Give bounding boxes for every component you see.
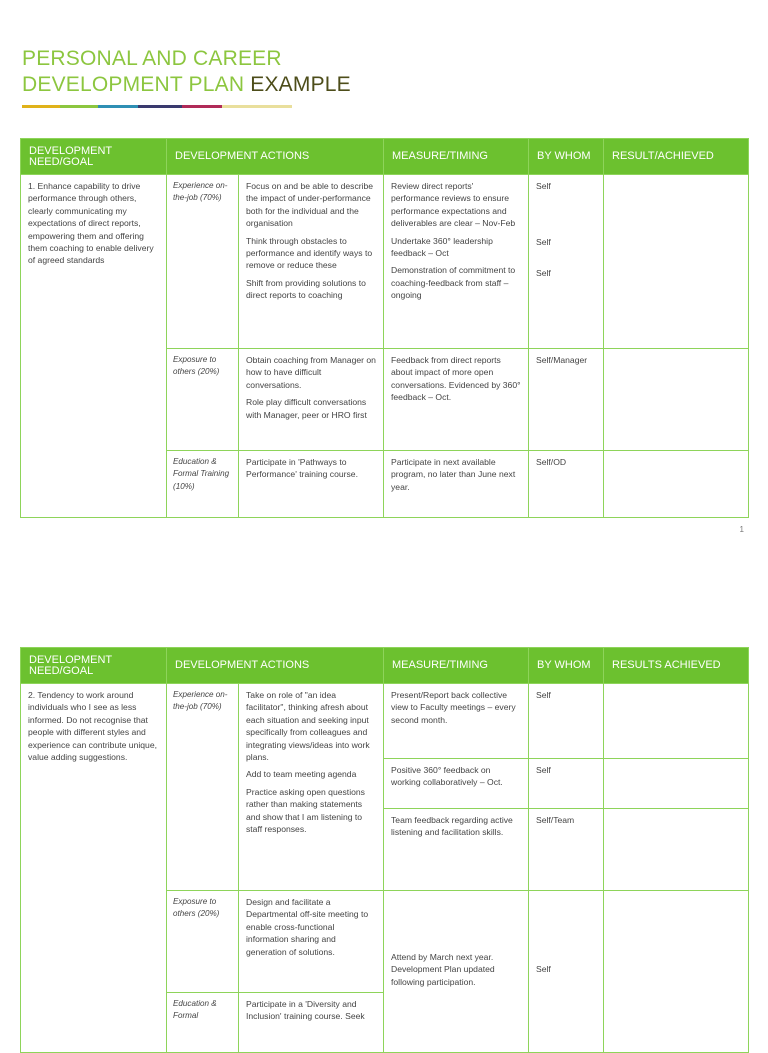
action-item: Participate in 'Pathways to Performance' training course. [246,457,358,480]
by-whom-cell [529,809,604,891]
goal-text: 1. Enhance capability to drive performance through others, clearly communicating my expectations of direct reports, empowering them and offering them coaching to enable delivery of agreed standards [28,181,154,266]
title-emphasis: EXAMPLE [250,73,351,96]
measure-cell [384,759,529,809]
category-cell: Exposure to others (20%) [167,349,239,451]
result-cell [604,684,749,759]
by-whom-cell [529,175,604,349]
page-title [22,46,351,98]
by-whom-item: Self [536,267,551,278]
category-cell: Experience on-the-job (70%) [167,175,239,349]
by-whom-item: Self/OD [536,457,567,467]
measure-item: Feedback from direct reports about impact of more open conversations. Evidenced by 360° feedback – Oct. [391,355,521,403]
table-header-row [21,648,749,684]
by-whom-cell [529,451,604,518]
rule-segment [222,105,292,108]
measure-item: Attend by March next year. Development Plan updated following participation. [391,951,495,987]
action-item: Focus on and be able to describe the impact of under-performance both for the individual and the organisation [246,181,374,229]
page-number: 1 [739,525,744,534]
by-whom-item: Self [536,765,551,775]
action-item: Participate in a 'Diversity and Inclusion' training course. Seek [246,999,365,1022]
header-by-whom: BY WHOM [529,648,604,684]
header-development-actions: DEVELOPMENT ACTIONS [167,648,384,684]
by-whom-cell [529,759,604,809]
title-line-2-main: DEVELOPMENT PLAN [22,73,245,96]
header-development-actions: DEVELOPMENT ACTIONS [167,139,384,175]
header-result-achieved: RESULT/ACHIEVED [604,139,749,175]
category-cell: Education & Formal Training (10%) [167,451,239,518]
measure-item: Demonstration of commitment to coaching-feedback from staff – ongoing [391,265,516,301]
development-plan-table-1 [20,138,749,518]
action-item: Obtain coaching from Manager on how to have difficult conversations. [246,355,376,390]
result-cell [604,451,749,518]
actions-cell [239,684,384,891]
by-whom-item: Self [536,690,551,700]
actions-cell [239,349,384,451]
actions-cell [239,451,384,518]
measure-item: Positive 360° feedback on working collaboratively – Oct. [391,765,503,788]
measure-item: Participate in next available program, no later than June next year. [391,457,516,492]
rule-segment [182,105,222,108]
action-item: Shift from providing solutions to direct reports to coaching [246,277,366,301]
rule-segment [98,105,138,108]
development-plan-table-2 [20,647,749,1053]
measure-item: Review direct reports' performance reviews to ensure performance expectations and deliverables are clear – Nov-Feb [391,181,516,229]
action-item: Take on role of "an idea facilitator", thinking afresh about each situation and seeking input specifically from colleagues and integrating views/ideas into work plans. [246,690,370,763]
measure-cell [384,684,529,759]
measure-item: Present/Report back collective view to Faculty meetings – every second month. [391,690,516,725]
goal-cell [21,175,167,518]
result-cell [604,175,749,349]
title-line-2 [22,72,351,98]
action-item: Practice asking open questions rather than making statements and show that I am listening to staff responses. [246,786,365,835]
table-header-row [21,139,749,175]
rule-segment [60,105,98,108]
by-whom-item: Self [536,181,551,191]
header-need-goal: DEVELOPMENT NEED/GOAL [21,648,167,684]
color-rule [22,105,292,108]
header-measure-timing: MEASURE/TIMING [384,648,529,684]
measure-item: Undertake 360° leadership feedback – Oct [391,235,493,259]
actions-cell [239,891,384,993]
by-whom-cell [529,684,604,759]
rule-segment [22,105,60,108]
table-row [21,175,749,349]
category-cell: Experience on-the-job (70%) [167,684,239,891]
action-item: Role play difficult conversations with Manager, peer or HRO first [246,397,367,420]
category-cell: Exposure to others (20%) [167,891,239,993]
header-measure-timing: MEASURE/TIMING [384,139,529,175]
rule-segment [138,105,182,108]
actions-cell [239,175,384,349]
by-whom-cell [529,349,604,451]
by-whom-item: Self/Manager [536,355,588,365]
action-item: Design and facilitate a Departmental off-site meeting to enable cross-functional information sharing and generation of solutions. [246,897,369,957]
result-cell [604,759,749,809]
by-whom-cell [529,891,604,1053]
measure-cell [384,349,529,451]
measure-item: Team feedback regarding active listening and facilitation skills. [391,815,513,838]
table-row [21,684,749,759]
category-cell: Education & Formal [167,993,239,1053]
result-cell [604,349,749,451]
action-item: Add to team meeting agenda [246,769,357,780]
title-line-1: PERSONAL AND CAREER [22,47,282,70]
measure-cell [384,175,529,349]
by-whom-item: Self/Team [536,815,575,825]
goal-text: 2. Tendency to work around individuals who I see as less informed. Do not recognise that people with different styles and experience can contribute unique, value adding suggestions. [28,690,157,763]
by-whom-item: Self [536,237,551,248]
header-results-achieved: RESULTS ACHIEVED [604,648,749,684]
by-whom-item: Self [536,964,551,975]
action-item: Think through obstacles to performance and identify ways to remove or reduce these [246,235,373,271]
measure-cell [384,891,529,1053]
result-cell [604,809,749,891]
measure-cell [384,809,529,891]
actions-cell [239,993,384,1053]
goal-cell [21,684,167,1053]
header-by-whom: BY WHOM [529,139,604,175]
measure-cell [384,451,529,518]
result-cell [604,891,749,1053]
header-need-goal: DEVELOPMENT NEED/GOAL [21,139,167,175]
